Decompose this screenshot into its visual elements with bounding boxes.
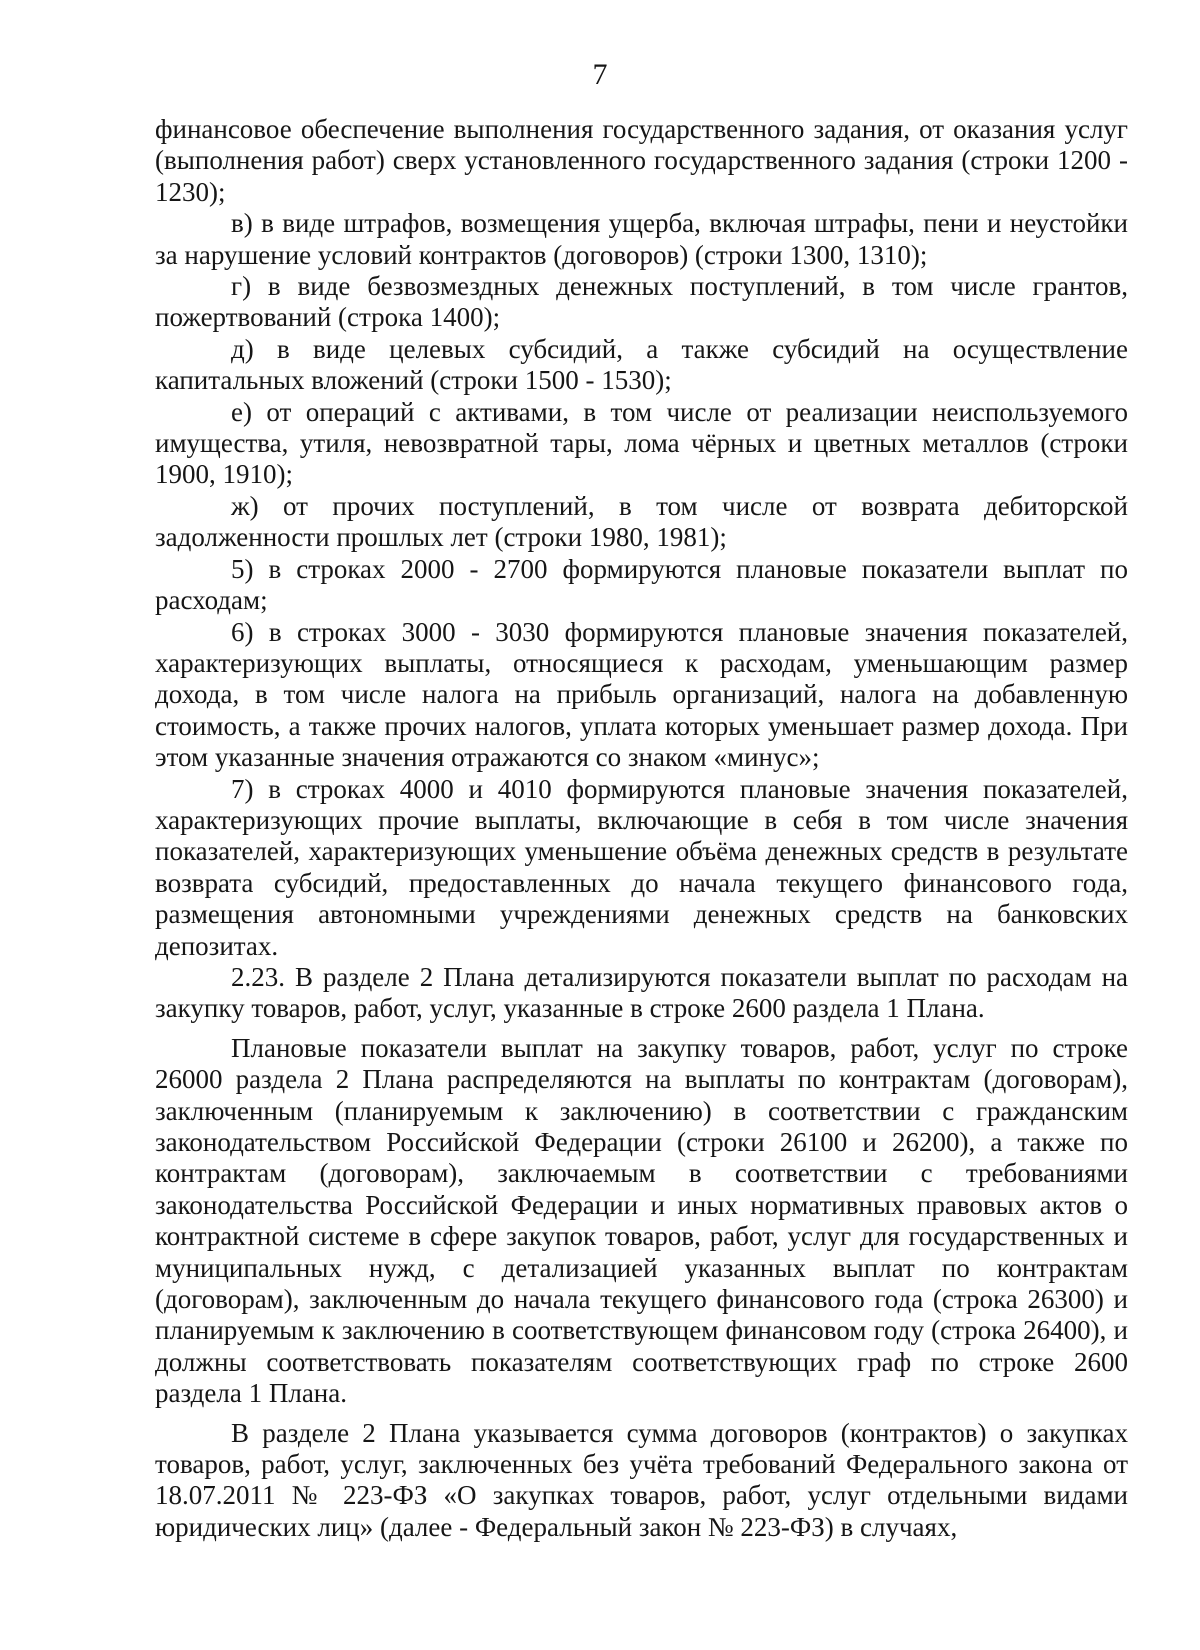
paragraph-item-7: 7) в строках 4000 и 4010 формируются плановые значения показателей, характеризующих прочие выплаты, включающие в себя в том числе значения показателей, характеризующих уменьшение объёма денежных средств в результате возврата субсидий, предоставленных до начала текущего финансового года, размещения автономными учреждениями денежных средств на банковских депозитах. (155, 773, 1128, 961)
paragraph-item-g: г) в виде безвозмездных денежных поступлений, в том числе грантов, пожертвований (строка 1400); (155, 271, 1128, 333)
paragraph-planned-payments: Плановые показатели выплат на закупку товаров, работ, услуг по строке 26000 раздела 2 Плана распределяются на выплаты по контрактам (договорам), заключенным (планируемым к заключению) в соответствии с гражданским законодательством Российской Федерации (строки 26100 и 26200), а также по контрактам (договорам), заключаемым в соответствии с требованиями законодательства Российской Федерации и иных нормативных правовых актов о контрактной системе в сфере закупок товаров, работ, услуг для государственных и муниципальных нужд, с детализацией указанных выплат по контрактам (договорам), заключенным до начала текущего финансового года (строка 26300) и планируемым к заключению в соответствующем финансовом году (строка 26400), и должны соответствовать показателям соответствующих граф по строке 2600 раздела 1 Плана. (155, 1032, 1128, 1409)
paragraph-item-5: 5) в строках 2000 - 2700 формируются плановые показатели выплат по расходам; (155, 553, 1128, 616)
paragraph-contract-sum: В разделе 2 Плана указывается сумма договоров (контрактов) о закупках товаров, работ, услуг, заключенных без учёта требований Федерального закона от 18.07.2011 № 223-ФЗ «О закупках товаров, работ, услуг отдельными видами юридических лиц» (далее - Федеральный закон № 223-ФЗ) в случаях, (155, 1417, 1128, 1542)
document-body (155, 114, 1128, 1543)
paragraph-item-e: е) от операций с активами, в том числе от реализации неиспользуемого имущества, утиля, невозвратной тары, лома чёрных и цветных металлов (строки 1900, 1910); (155, 396, 1128, 490)
paragraph-section-2-23: 2.23. В разделе 2 Плана детализируются показатели выплат по расходам на закупку товаров, работ, услуг, указанные в строке 2600 раздела 1 Плана. (155, 961, 1128, 1024)
paragraph-item-v: в) в виде штрафов, возмещения ущерба, включая штрафы, пени и неустойки за нарушение условий контрактов (договоров) (строки 1300, 1310); (155, 208, 1128, 270)
paragraph-item-zh: ж) от прочих поступлений, в том числе от возврата дебиторской задолженности прошлых лет (строки 1980, 1981); (155, 490, 1128, 553)
paragraph-item-d: д) в виде целевых субсидий, а также субсидий на осуществление капитальных вложений (строки 1500 - 1530); (155, 333, 1128, 396)
paragraph-financial-support: финансовое обеспечение выполнения государственного задания, от оказания услуг (выполнения работ) сверх установленного государственного задания (строки 1200 - 1230); (155, 114, 1128, 207)
paragraph-item-6: 6) в строках 3000 - 3030 формируются плановые значения показателей, характеризующих выплаты, относящиеся к расходам, уменьшающим размер дохода, в том числе налога на прибыль организаций, налога на добавленную стоимость, а также прочих налогов, уплата которых уменьшает размер дохода. При этом указанные значения отражаются со знаком «минус»; (155, 616, 1128, 773)
page-number: 7 (592, 58, 608, 91)
